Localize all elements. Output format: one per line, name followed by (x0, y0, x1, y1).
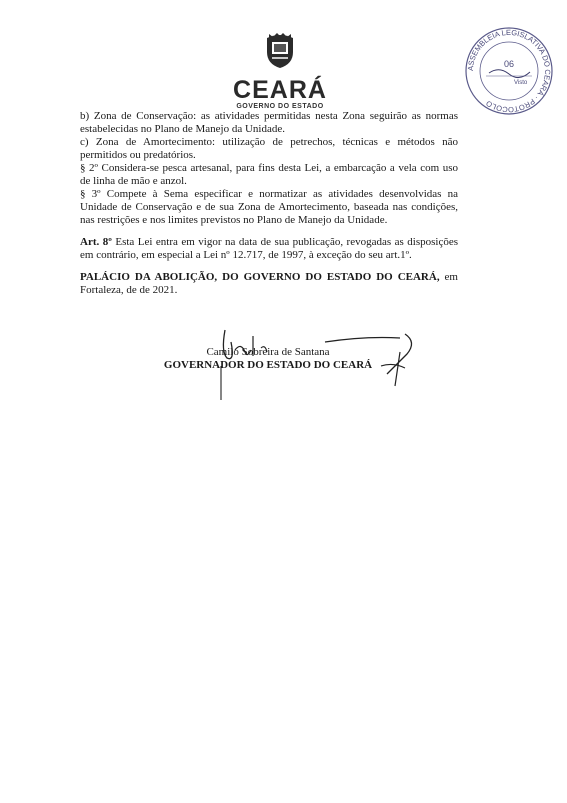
palace-date: em Fortaleza, de de 2021. (80, 271, 458, 296)
state-crest-icon (263, 30, 297, 70)
palace-name: PALÁCIO DA ABOLIÇÃO, DO GOVERNO DO ESTADO DO CEARÁ, (80, 271, 440, 283)
ceara-logo (225, 30, 335, 111)
article-8-text: Esta Lei entra em vigor na data de sua publicação, revogadas as disposições em contrário, em especial a Lei nº 12.717, de 1997, à exceção do seu art.1º. (80, 236, 458, 261)
protocol-stamp (464, 26, 554, 116)
brand-subtitle: GOVERNO DO ESTADO (236, 103, 324, 110)
stamp-date: 06 (503, 59, 515, 69)
governor-name: Camilo Sobreira de Santana (206, 346, 330, 358)
law-text (80, 110, 458, 297)
item-c: c) Zona de Amortecimento: utilização de petrechos, técnicas e métodos não permitidos ou predatórios. (80, 136, 458, 161)
brand-name: CEARÁ (233, 76, 327, 104)
paragraph-3: § 3º Compete à Sema especificar e normatizar as atividades desenvolvidas na Unidade de Conservação e de sua Zona de Amortecimento, baseada nas condições, nas restrições e nos limites previstos no Plano de Manejo da Unidade. (80, 188, 458, 226)
signature-block (138, 346, 398, 372)
article-8-label: Art. 8º (80, 236, 112, 248)
palace-line (80, 271, 458, 297)
paragraph-2: § 2º Considera-se pesca artesanal, para fins desta Lei, a embarcação a vela com uso de linha de mão e anzol. (80, 162, 458, 187)
article-8 (80, 236, 458, 262)
stamp-visto: Visto (514, 80, 528, 86)
governor-title: GOVERNADOR DO ESTADO DO CEARÁ (163, 359, 373, 371)
stamp-ring-text: ASSEMBLEIA LEGISLATIVA DO CEARÁ · PROTOCOLO (465, 27, 553, 115)
item-b: b) Zona de Conservação: as atividades permitidas nesta Zona seguirão as normas estabelecidas no Plano de Manejo da Unidade. (80, 110, 458, 135)
